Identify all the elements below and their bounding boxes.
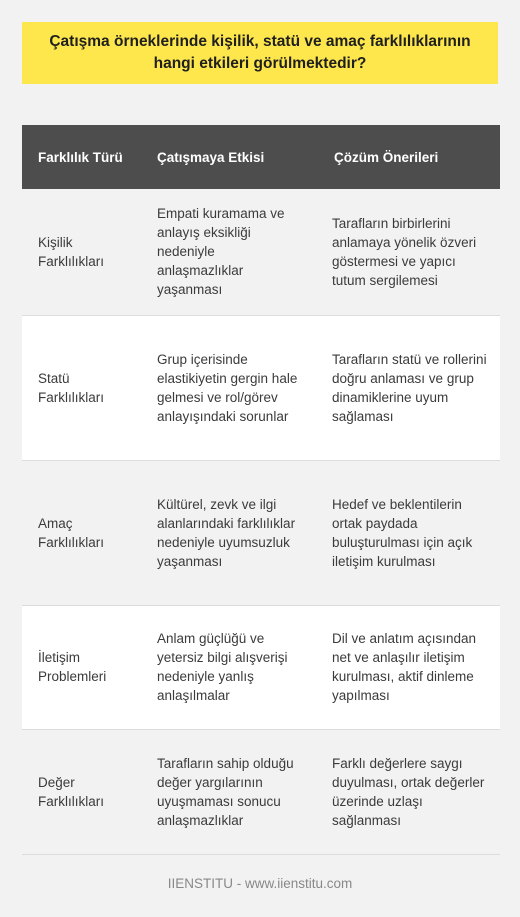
- comparison-table: [22, 125, 500, 855]
- row-effect: Empati kuramama ve anlayış eksikliği nedeniyle anlaşmazlıklar yaşanması: [141, 189, 318, 315]
- row-solution: Farklı değerlere saygı duyulması, ortak değerler üzerinde uzlaşı sağlanması: [318, 729, 500, 854]
- row-type: İletişim Problemleri: [22, 605, 141, 729]
- footer-credit: IIENSTITU - www.iienstitu.com: [167, 876, 353, 891]
- row-effect: Kültürel, zevk ve ilgi alanlarındaki farklılıklar nedeniyle uyumsuzluk yaşanması: [141, 460, 318, 605]
- header-type: Farklılık Türü: [22, 125, 141, 189]
- table-row: [22, 729, 500, 854]
- row-solution: Tarafların statü ve rollerini doğru anlaması ve grup dinamiklerine uyum sağlaması: [318, 315, 500, 460]
- page-title: Çatışma örneklerinde kişilik, statü ve amaç farklılıklarının hangi etkileri görülmektedir?: [49, 33, 471, 72]
- table-row: [22, 460, 500, 605]
- row-solution: Hedef ve beklentilerin ortak paydada buluşturulması için açık iletişim kurulması: [318, 460, 500, 605]
- table-row: [22, 315, 500, 460]
- table-header-row: [22, 125, 500, 189]
- row-effect: Anlam güçlüğü ve yetersiz bilgi alışverişi nedeniyle yanlış anlaşılmalar: [141, 605, 318, 729]
- title-banner: [22, 22, 498, 84]
- row-type: Kişilik Farklılıkları: [22, 189, 141, 315]
- row-solution: Dil ve anlatım açısından net ve anlaşılır iletişim kurulması, aktif dinleme yapılması: [318, 605, 500, 729]
- row-type: Amaç Farklılıkları: [22, 460, 141, 605]
- row-solution: Tarafların birbirlerini anlamaya yönelik özveri göstermesi ve yapıcı tutum sergilemesi: [318, 189, 500, 315]
- header-effect: Çatışmaya Etkisi: [141, 125, 318, 189]
- table-row: [22, 605, 500, 729]
- row-effect: Tarafların sahip olduğu değer yargılarının uyuşmaması sonucu anlaşmazlıklar: [141, 729, 318, 854]
- header-solution: Çözüm Önerileri: [318, 125, 500, 189]
- table-row: [22, 189, 500, 315]
- row-type: Değer Farklılıkları: [22, 729, 141, 854]
- row-effect: Grup içerisinde elastikiyetin gergin hale gelmesi ve rol/görev anlayışındaki sorunlar: [141, 315, 318, 460]
- row-type: Statü Farklılıkları: [22, 315, 141, 460]
